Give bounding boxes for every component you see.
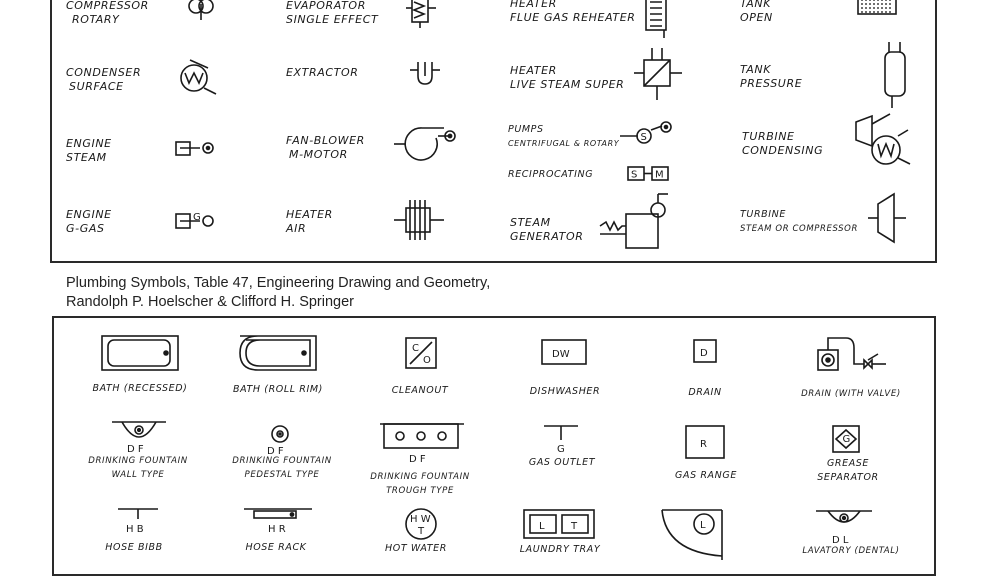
- evaporator-icon: [404, 0, 438, 30]
- label-df-wall: DRINKING FOUNTAIN WALL TYPE: [88, 456, 188, 480]
- drain-icon: [692, 338, 722, 366]
- df-pedestal-icon: [262, 424, 298, 456]
- label-laundry-tray: LAUNDRY TRAY: [519, 544, 601, 555]
- gas-outlet-icon: [540, 422, 582, 456]
- svg-text:D: D: [700, 348, 708, 359]
- heater-air-icon: [392, 196, 446, 246]
- svg-text:H W: H W: [410, 514, 431, 525]
- label-cleanout: CLEANOUT: [391, 385, 449, 396]
- engine-gas-icon: [174, 210, 222, 234]
- label-extractor: EXTRACTOR: [286, 66, 359, 79]
- svg-text:G: G: [193, 212, 201, 223]
- svg-text:H B: H B: [126, 524, 144, 535]
- label-df-trough: DRINKING FOUNTAIN TROUGH TYPE: [370, 472, 470, 496]
- label-engine-gas: ENGINE G-GAS: [66, 208, 112, 235]
- hose-bibb-icon: [114, 505, 162, 539]
- svg-text:M: M: [655, 169, 664, 181]
- svg-text:S: S: [631, 169, 638, 181]
- svg-text:L: L: [700, 520, 706, 531]
- label-turbine-condensing: TURBINE CONDENSING: [742, 130, 824, 157]
- svg-text:T: T: [418, 526, 425, 537]
- svg-text:D L: D L: [832, 535, 849, 546]
- caption-line-2: Randolph P. Hoelscher & Clifford H. Springer: [66, 294, 355, 310]
- label-bath-recessed: BATH (RECESSED): [92, 383, 188, 394]
- label-reciprocating: RECIPROCATING: [508, 169, 594, 180]
- dishwasher-icon: [540, 338, 590, 368]
- bath-recessed-icon: [100, 334, 180, 374]
- label-gas-outlet: GAS OUTLET: [528, 457, 596, 468]
- cleanout-icon: [402, 336, 440, 370]
- label-heater-air: HEATER AIR: [286, 208, 333, 235]
- steam-generator-icon: [596, 190, 678, 254]
- extractor-icon: [408, 58, 442, 88]
- df-wall-icon: [108, 418, 170, 456]
- label-hose-bibb: HOSE BIBB: [105, 542, 163, 553]
- tank-open-icon: [852, 0, 902, 20]
- label-heater-flue: HEATER FLUE GAS REHEATER: [510, 0, 636, 24]
- label-steam-generator: STEAM GENERATOR: [510, 216, 584, 243]
- condenser-surface-icon: [176, 56, 220, 100]
- label-evaporator: EVAPORATOR SINGLE EFFECT: [286, 0, 379, 26]
- svg-text:L: L: [539, 521, 545, 532]
- svg-text:S: S: [640, 132, 647, 143]
- caption-line-1: Plumbing Symbols, Table 47, Engineering Drawing and Geometry,: [66, 275, 491, 291]
- drain-valve-icon: [816, 334, 892, 380]
- label-heater-live-steam: HEATER LIVE STEAM SUPER: [510, 64, 625, 91]
- label-compressor-rotary: COMPRESSOR ROTARY: [66, 0, 149, 26]
- heater-flue-gas-icon: [640, 0, 674, 40]
- df-trough-icon: [378, 420, 466, 466]
- gas-range-icon: [684, 424, 728, 462]
- hose-rack-icon: [242, 505, 314, 539]
- svg-text:DW: DW: [552, 349, 570, 360]
- label-gas-range: GAS RANGE: [675, 470, 737, 481]
- svg-text:D F: D F: [267, 446, 284, 457]
- label-lavatory-dental: LAVATORY (DENTAL): [802, 546, 900, 556]
- svg-text:R: R: [700, 439, 707, 450]
- svg-text:O: O: [423, 355, 431, 366]
- turbine-steam-icon: [866, 190, 908, 252]
- label-pumps: PUMPS CENTRIFUGAL & ROTARY: [508, 124, 620, 148]
- svg-text:D F: D F: [127, 444, 144, 455]
- svg-text:T: T: [571, 521, 578, 532]
- label-df-pedestal: DRINKING FOUNTAIN PEDESTAL TYPE: [232, 456, 332, 480]
- compressor-rotary-icon: [184, 0, 220, 20]
- label-drain: DRAIN: [688, 387, 722, 398]
- laundry-tray-icon: [520, 506, 600, 542]
- label-hose-rack: HOSE RACK: [245, 542, 307, 553]
- plumbing-symbols-table: [52, 316, 936, 576]
- label-condenser-surface: CONDENSER SURFACE: [66, 66, 142, 93]
- label-tank-open: TANK OPEN: [740, 0, 773, 24]
- figure-caption: [66, 274, 490, 312]
- label-engine-steam: ENGINE STEAM: [66, 137, 112, 164]
- label-tank-pressure: TANK PRESSURE: [740, 63, 803, 90]
- pump-reciprocating-icon: [626, 164, 676, 184]
- svg-text:H R: H R: [268, 524, 286, 535]
- svg-text:D F: D F: [409, 454, 426, 465]
- engine-steam-icon: [174, 138, 222, 160]
- label-grease-separator: GREASE SEPARATOR: [817, 458, 879, 483]
- label-dishwasher: DISHWASHER: [529, 386, 601, 397]
- pump-centrifugal-icon: [618, 120, 676, 148]
- turbine-condensing-icon: [846, 112, 916, 174]
- label-drain-valve: DRAIN (WITH VALVE): [801, 389, 901, 399]
- lavatory-dental-icon: [812, 505, 876, 545]
- svg-text:G: G: [557, 444, 565, 455]
- label-fan-blower: FAN-BLOWER M-MOTOR: [286, 134, 365, 161]
- svg-text:C: C: [412, 343, 419, 354]
- hot-water-icon: [402, 506, 440, 544]
- label-hot-water: HOT WATER: [385, 543, 447, 554]
- label-bath-roll-rim: BATH (ROLL RIM): [233, 384, 323, 395]
- bath-roll-rim-icon: [238, 334, 318, 374]
- heater-live-steam-icon: [632, 46, 684, 102]
- lavatory-corner-icon: [656, 504, 730, 562]
- tank-pressure-icon: [878, 40, 912, 110]
- fan-blower-icon: [392, 120, 462, 166]
- label-turbine-steam: TURBINE STEAM OR COMPRESSOR: [740, 209, 858, 234]
- svg-text:G: G: [842, 434, 851, 445]
- grease-separator-icon: [830, 424, 864, 456]
